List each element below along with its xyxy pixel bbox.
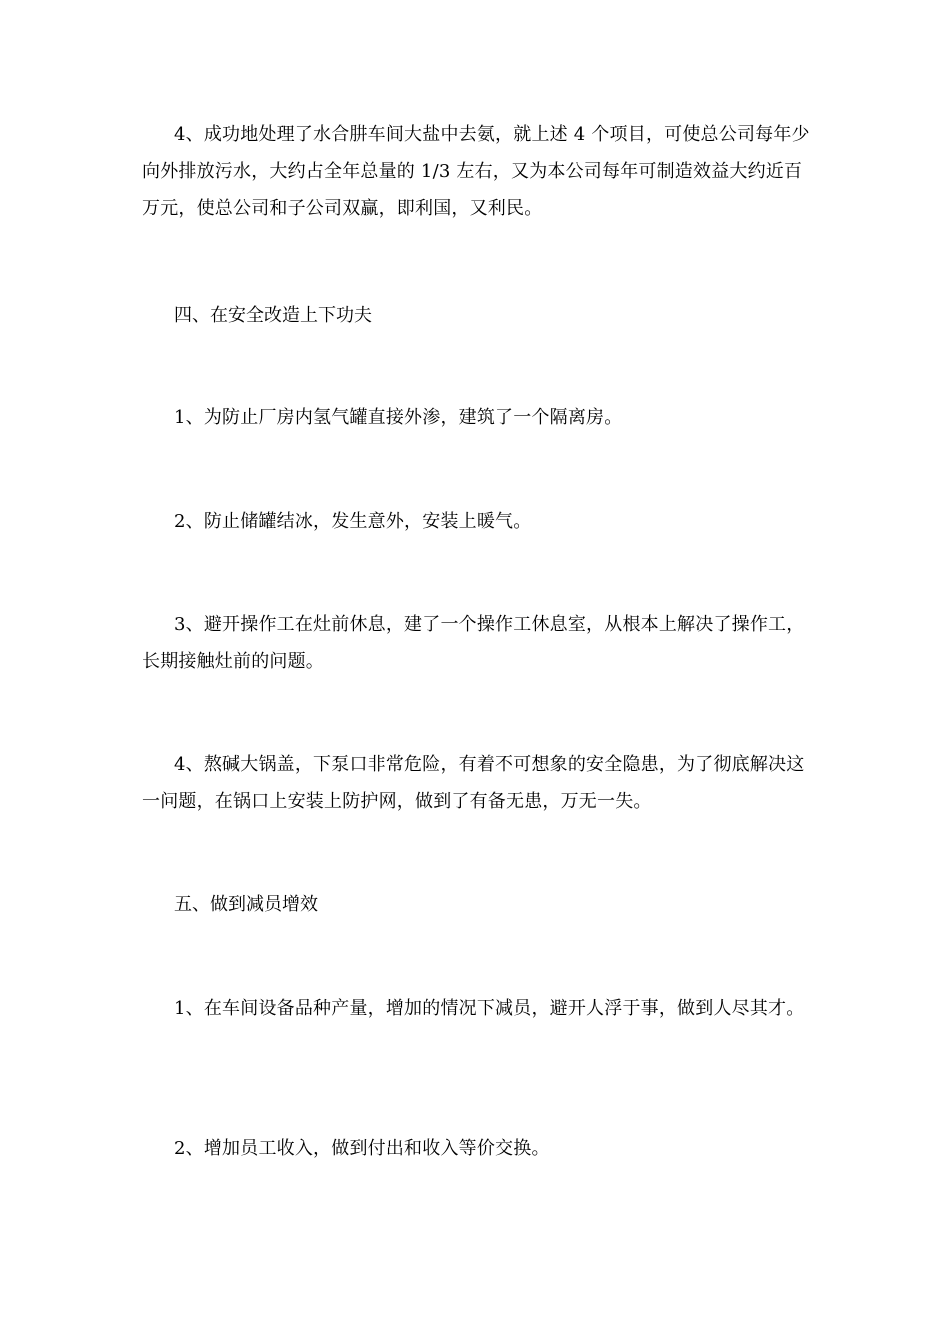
paragraph-item-2-income: 2、增加员工收入，做到付出和收入等价交换。	[174, 1138, 550, 1159]
paragraph-item-4-wastewater: 4、成功地处理了水合肼车间大盐中去氨，就上述 4 个项目，可使总公司每年少向外排放污水，大约占全年总量的 1/3 左右，又为本公司每年可制造效益大约近百万元，使总公司和子公司双赢，即利国，又利民。	[142, 124, 810, 219]
paragraph-item-1-staff-reduction: 1、在车间设备品种产量，增加的情况下减员，避开人浮于事，做到人尽其才。	[174, 998, 805, 1019]
paragraph-item-4-protective-net: 4、熬碱大锅盖，下泵口非常危险，有着不可想象的安全隐患，为了彻底解决这一问题，在锅口上安装上防护网，做到了有备无患，万无一失。	[142, 754, 805, 812]
paragraph-item-1-isolation-room: 1、为防止厂房内氢气罐直接外渗，建筑了一个隔离房。	[174, 407, 623, 428]
section-heading-staff-reduction: 五、做到减员增效	[174, 894, 318, 915]
paragraph-item-2-heating: 2、防止储罐结冰，发生意外，安装上暖气。	[174, 511, 532, 532]
paragraph-item-3-rest-room: 3、避开操作工在灶前休息，建了一个操作工休息室，从根本上解决了操作工，长期接触灶前的问题。	[142, 614, 805, 672]
section-heading-safety: 四、在安全改造上下功夫	[174, 305, 372, 326]
